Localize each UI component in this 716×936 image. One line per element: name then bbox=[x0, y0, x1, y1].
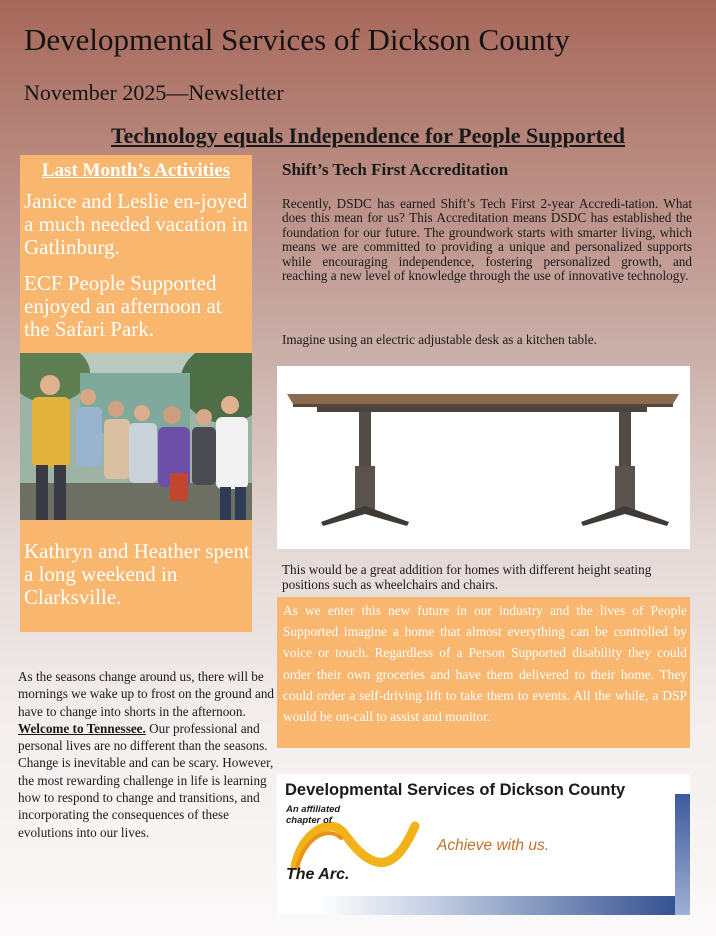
org-title: Developmental Services of Dickson County bbox=[24, 22, 570, 57]
group-photo bbox=[20, 353, 252, 520]
logo-affiliate-text: An affiliated chapter of bbox=[286, 804, 341, 826]
desk-note: This would be a great addition for homes with different height seating positions such as wheelchairs and chairs. bbox=[282, 562, 652, 592]
activity-item: Kathryn and Heather spent a long weekend in Clarksville. bbox=[24, 539, 250, 609]
group-photo-illustration bbox=[20, 353, 252, 520]
activities-title: Last Month’s Activities bbox=[41, 160, 231, 181]
adjustable-desk-illustration bbox=[277, 366, 690, 549]
activity-item: ECF People Supported enjoyed an afternoon at the Safari Park. bbox=[24, 271, 222, 341]
logo-org-name: Developmental Services of Dickson County bbox=[285, 781, 626, 799]
desk-image bbox=[277, 366, 690, 549]
future-text: As we enter this new future in our industry and the lives of People Supported imagine a home that almost everything can be controlled by voice or touch. Regardless of a Person Supported disability they could order their own groceries and have them delivered to their home. They could order a self-driving lift to take them to events. All the while, a DSP would be on-call to assist and monitor. bbox=[283, 603, 687, 725]
welcome-to-tennessee: Welcome to Tennessee. bbox=[18, 720, 146, 736]
seasons-text-after: Our professional and personal lives are no different than the seasons. Change is inevitable and can be scary. However, the most rewarding challenge in life is learning how to respond to change and transitions, and incorporating the consequences of these evolutions into our lives. bbox=[18, 720, 274, 840]
logo-tagline: Achieve with us. bbox=[437, 837, 549, 854]
newsletter-headline: Technology equals Independence for People Supported bbox=[110, 123, 625, 148]
desk-caption: Imagine using an electric adjustable desk as a kitchen table. bbox=[282, 332, 597, 347]
accreditation-heading: Shift’s Tech First Accreditation bbox=[282, 160, 509, 179]
activity-item: Janice and Leslie en-joyed a much needed vacation in Gatlinburg. bbox=[24, 189, 248, 259]
logo-the-arc: The Arc. bbox=[286, 866, 350, 883]
issue-line: November 2025—Newsletter bbox=[24, 80, 284, 105]
seasons-text-before: As the seasons change around us, there will be mornings we wake up to frost on the ground and have to change into shorts in the afternoon. bbox=[18, 669, 275, 719]
future-box bbox=[277, 597, 690, 748]
arc-logo bbox=[277, 774, 690, 915]
seasons-paragraph bbox=[18, 668, 276, 841]
accreditation-body: Recently, DSDC has earned Shift’s Tech First 2-year Accredi-tation. What does this mean for us? This Accreditation means DSDC has established the foundation for our future. The groundwork starts with smarter living, which means we are committed to providing a unique and personalized supports while encouraging independence, fostering personalized growth, and reaching a new level of knowledge through the use of innovative technology. bbox=[282, 196, 692, 284]
